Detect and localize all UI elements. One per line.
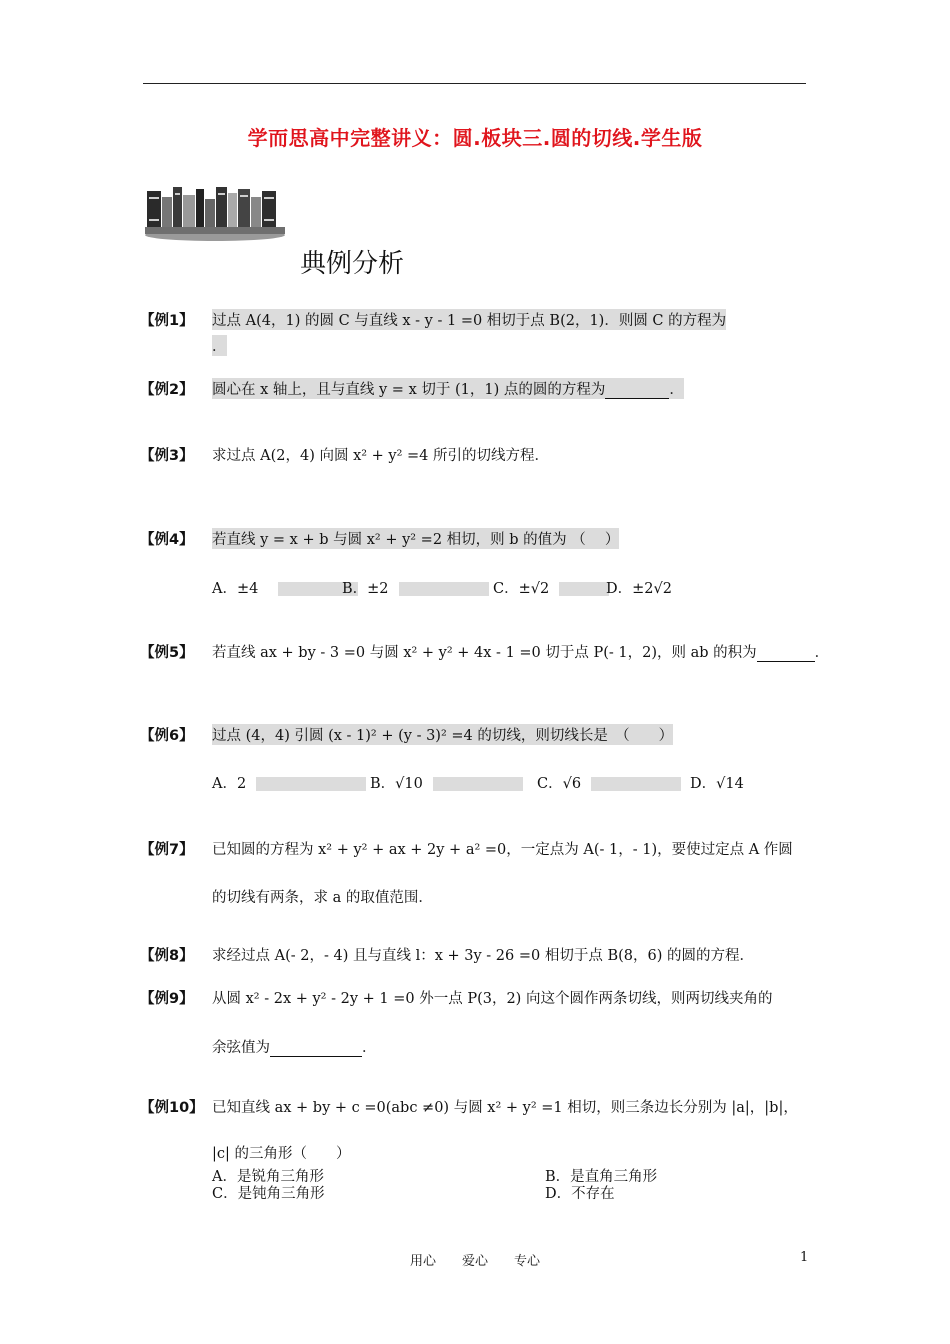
example-6-option-c: C．√6 bbox=[537, 772, 681, 793]
example-5-line bbox=[212, 641, 829, 662]
example-3-label: 【例3】 bbox=[140, 448, 194, 464]
example-6-option-a: A．2 bbox=[212, 772, 366, 793]
example-10-option-c: C．是钝角三角形 bbox=[212, 1186, 325, 1202]
example-7-text: 已知圆的方程为 x² + y² + ax + 2y + a² =0，一定点为 A(- 1，- 1)，要使过定点 A 作圆 bbox=[212, 842, 793, 858]
example-8-label: 【例8】 bbox=[140, 948, 194, 964]
example-10-option-d: D．不存在 bbox=[545, 1186, 615, 1202]
example-8-text: 求经过点 A(- 2，- 4) 且与直线 l：x + 3y - 26 =0 相切于点 B(8，6) 的圆的方程． bbox=[212, 948, 754, 964]
answer-blank bbox=[757, 645, 815, 662]
example-10-text-2: |c| 的三角形（ ） bbox=[212, 1146, 351, 1162]
example-9-label: 【例9】 bbox=[140, 991, 194, 1007]
header-rule bbox=[143, 83, 806, 84]
answer-blank bbox=[270, 1040, 362, 1057]
example-5-text: 若直线 ax + by - 3 =0 与圆 x² + y² + 4x - 1 =0 切于点 P(- 1，2)，则 ab 的积为 bbox=[212, 645, 757, 661]
example-1-text-2: ． bbox=[212, 335, 227, 356]
page-number: 1 bbox=[800, 1250, 809, 1265]
example-9-line-2 bbox=[212, 1036, 377, 1057]
example-10-option-b: B．是直角三角形 bbox=[545, 1169, 658, 1185]
example-2-line bbox=[212, 378, 684, 399]
example-4-option-a: A．±4 bbox=[212, 577, 358, 598]
example-4-label: 【例4】 bbox=[140, 532, 194, 548]
example-1-label: 【例1】 bbox=[140, 313, 194, 329]
example-4-option-b: B．±2 bbox=[342, 577, 489, 598]
example-9-text-2: 余弦值为 bbox=[212, 1040, 270, 1056]
answer-blank bbox=[605, 382, 669, 399]
example-5-label: 【例5】 bbox=[140, 645, 194, 661]
example-9-tail: ． bbox=[362, 1040, 377, 1056]
example-4-option-d: D．±2√2 bbox=[606, 581, 672, 597]
example-7-text-2: 的切线有两条，求 a 的取值范围． bbox=[212, 890, 433, 906]
example-7-label: 【例7】 bbox=[140, 842, 194, 858]
example-6-option-d: D．√14 bbox=[690, 776, 744, 792]
page-footer: 用心 爱心 专心 bbox=[409, 1254, 540, 1269]
example-4-text: 若直线 y = x + b 与圆 x² + y² =2 相切，则 b 的值为 （ ） bbox=[212, 528, 619, 549]
example-2-label: 【例2】 bbox=[140, 382, 194, 398]
example-1-text: 过点 A(4，1) 的圆 C 与直线 x - y - 1 =0 相切于点 B(2，1)．则圆 C 的方程为 bbox=[212, 309, 726, 330]
example-9-text: 从圆 x² - 2x + y² - 2y + 1 =0 外一点 P(3，2) 向这个圆作两条切线，则两切线夹角的 bbox=[212, 991, 773, 1007]
section-title: 典例分析 bbox=[300, 249, 405, 279]
example-5-tail: ． bbox=[814, 645, 830, 661]
example-6-text: 过点 (4，4) 引圆 (x - 1)² + (y - 3)² =4 的切线，则切线长是 （ ） bbox=[212, 724, 673, 745]
example-6-label: 【例6】 bbox=[140, 728, 194, 744]
example-3-text: 求过点 A(2，4) 向圆 x² + y² =4 所引的切线方程． bbox=[212, 448, 550, 464]
page-title: 学而思高中完整讲义：圆.板块三.圆的切线.学生版 bbox=[247, 126, 703, 150]
example-10-option-a: A．是锐角三角形 bbox=[212, 1169, 324, 1185]
example-2-text: 圆心在 x 轴上，且与直线 y = x 切于 (1，1) 点的圆的方程为 bbox=[212, 382, 606, 398]
example-2-tail: ． bbox=[669, 382, 684, 398]
example-10-text: 已知直线 ax + by + c =0(abc ≠0) 与圆 x² + y² =1 相切，则三条边长分别为 |a|，|b|， bbox=[212, 1100, 798, 1116]
example-10-label: 【例10】 bbox=[140, 1100, 204, 1116]
example-4-option-c: C．±√2 bbox=[493, 577, 609, 598]
books-icon bbox=[143, 183, 288, 241]
example-6-option-b: B．√10 bbox=[370, 772, 523, 793]
